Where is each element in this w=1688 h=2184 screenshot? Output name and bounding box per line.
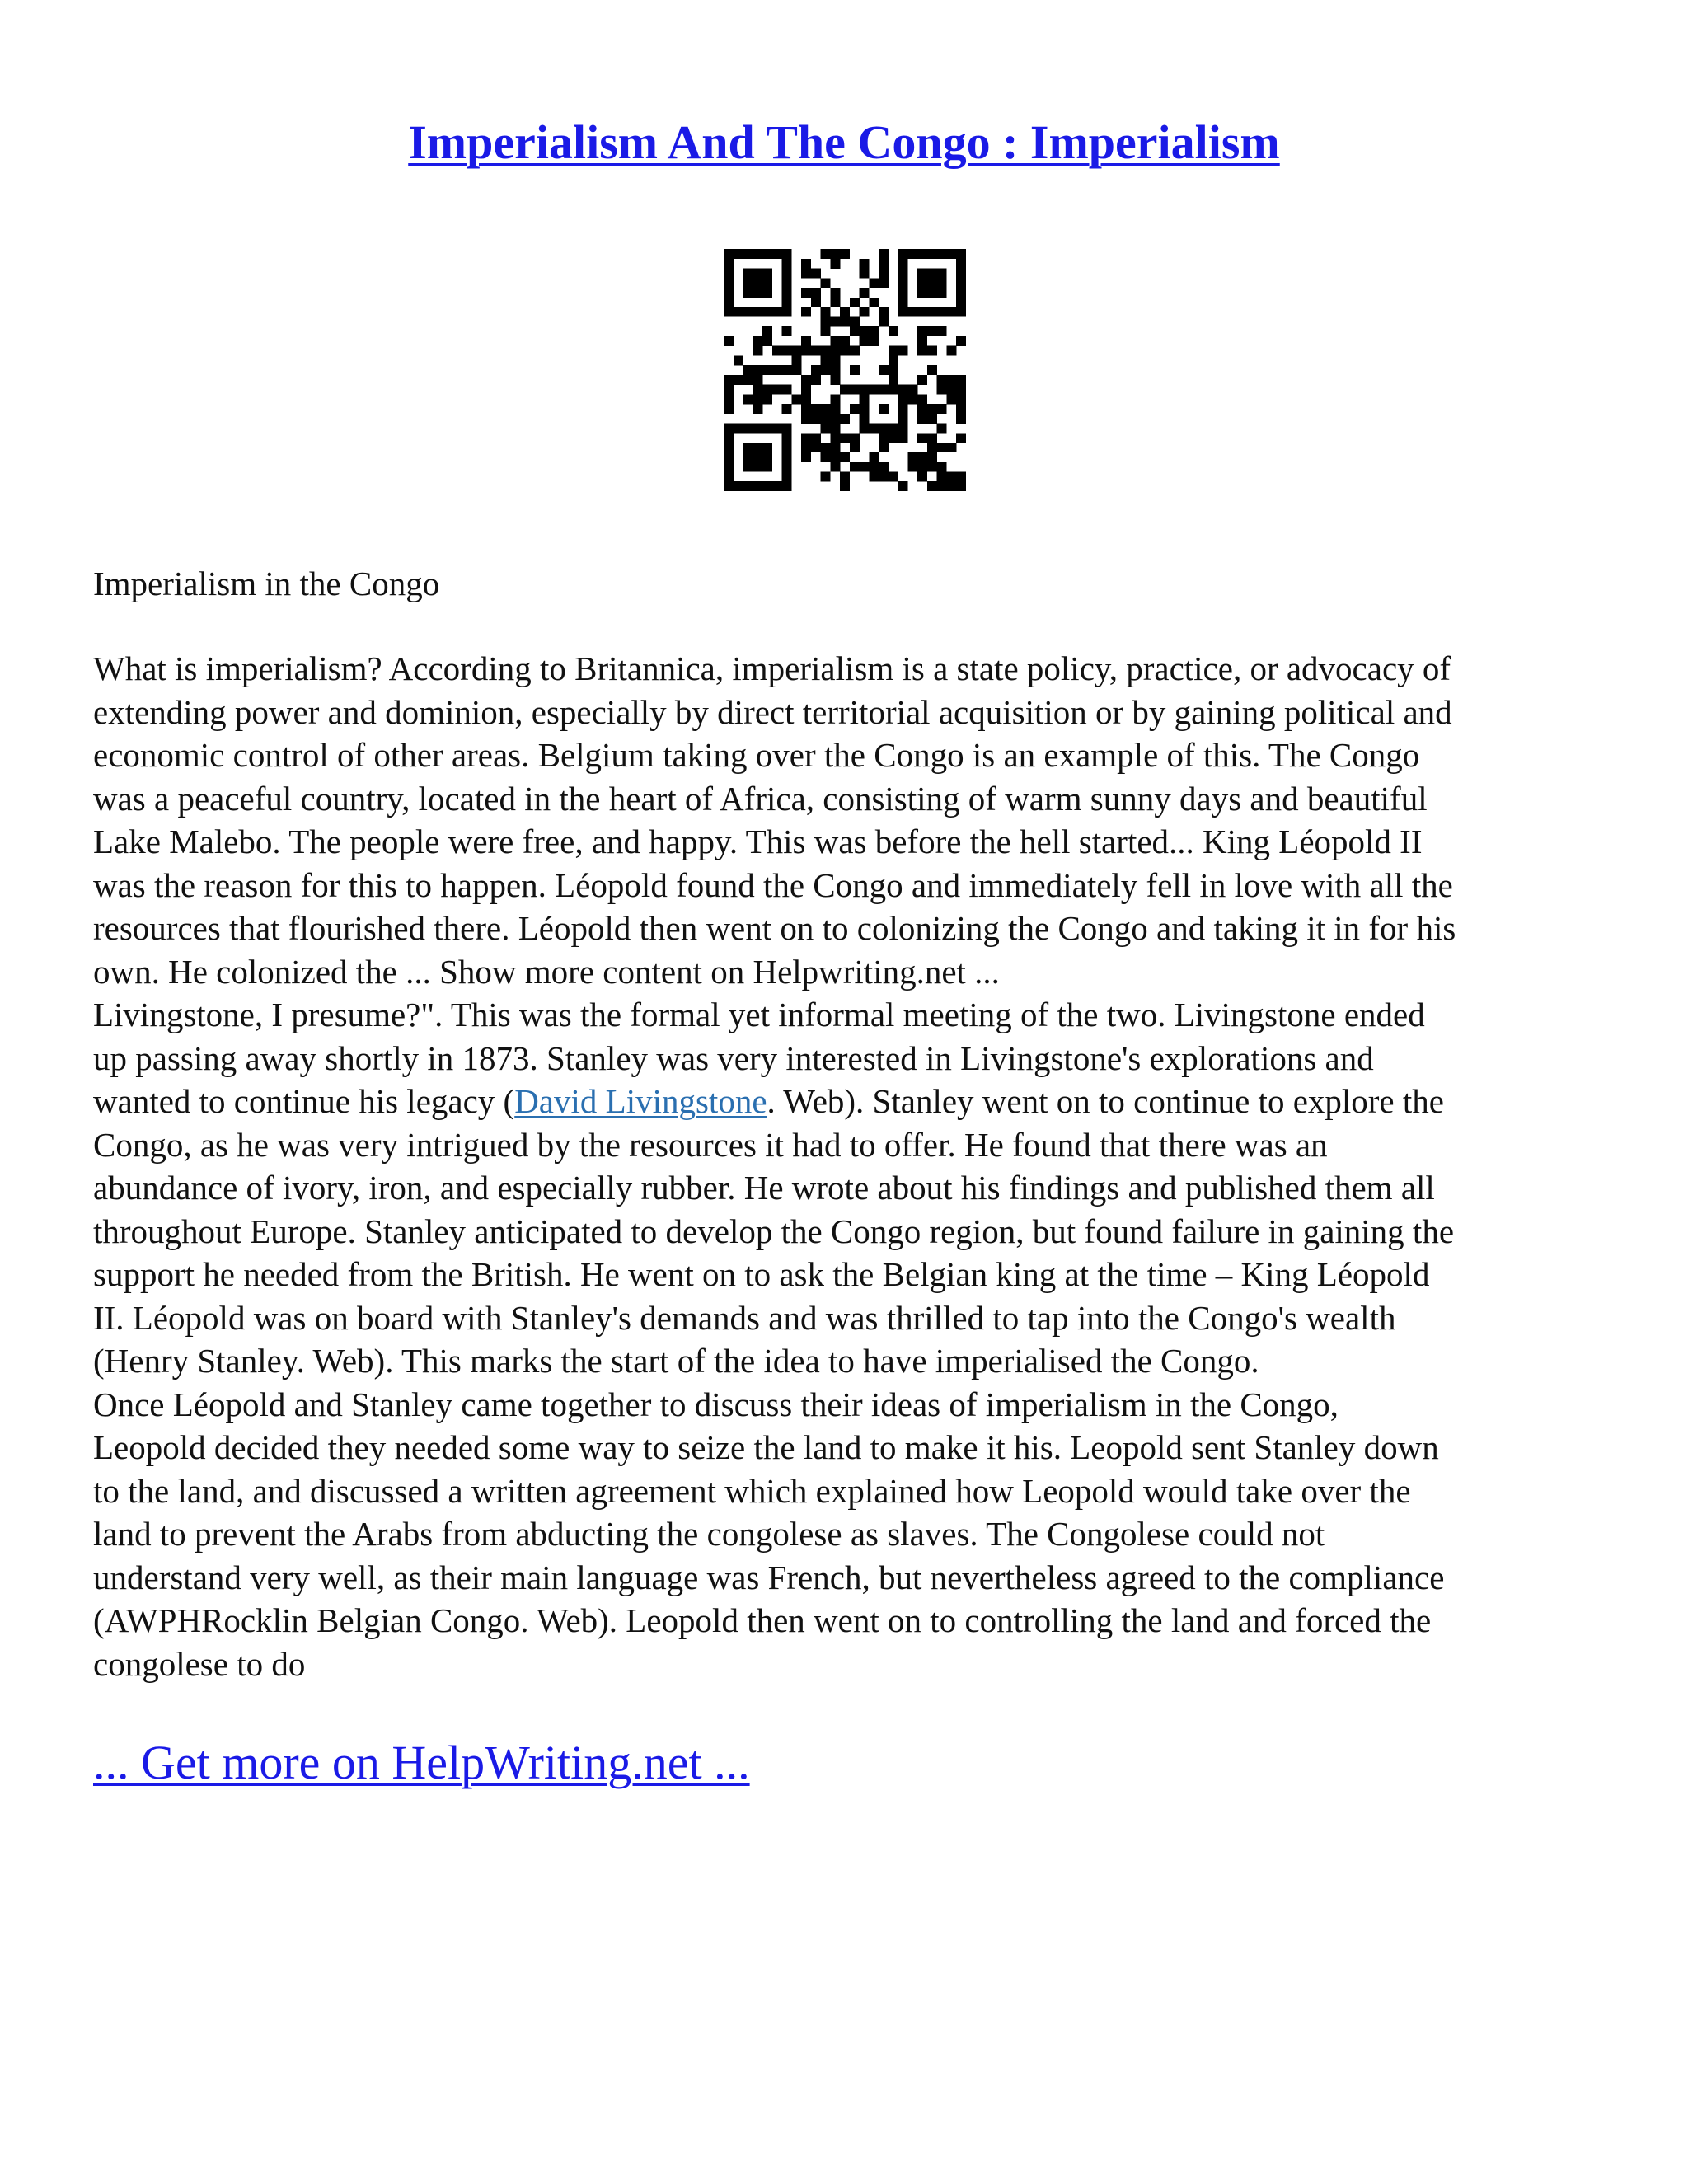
- body-text-segment: wanted to continue his legacy (: [93, 1082, 515, 1120]
- body-line: [93, 1080, 1601, 1123]
- body-text-segment: extending power and dominion, especially by direct territorial acquisition or by gaining political and: [93, 692, 1452, 731]
- body-text-segment: was a peaceful country, located in the heart of Africa, consisting of warm sunny days and beautiful: [93, 779, 1428, 818]
- body-text-segment: Once Léopold and Stanley came together to discuss their ideas of imperialism in the Congo,: [93, 1385, 1339, 1423]
- body-line: [93, 1556, 1601, 1600]
- body-line: [93, 1643, 1601, 1686]
- section-subheading: Imperialism in the Congo: [93, 565, 440, 602]
- body-line: [93, 733, 1601, 777]
- document-title-link[interactable]: Imperialism And The Congo : Imperialism: [408, 115, 1280, 169]
- body-text-segment: congolese to do: [93, 1644, 306, 1683]
- body-line: [93, 907, 1601, 950]
- body-line: [93, 864, 1601, 907]
- body-text-segment: understand very well, as their main language was French, but nevertheless agreed to the compliance: [93, 1558, 1445, 1596]
- body-text-segment: land to prevent the Arabs from abducting the congolese as slaves. The Congolese could not: [93, 1515, 1325, 1553]
- body-line: [93, 1296, 1601, 1340]
- body-line: [93, 1339, 1601, 1383]
- body-line: [93, 1210, 1601, 1254]
- body-text-segment: (Henry Stanley. Web). This marks the start of the idea to have imperialised the Congo.: [93, 1342, 1259, 1380]
- body-text-segment: Congo, as he was very intrigued by the resources it had to offer. He found that there was an: [93, 1125, 1328, 1164]
- qr-code-icon: [724, 249, 966, 491]
- body-text-segment: throughout Europe. Stanley anticipated to develop the Congo region, but found failure in gaining the: [93, 1212, 1455, 1250]
- body-line: [93, 1253, 1601, 1296]
- body-line: [93, 1166, 1601, 1210]
- body-text-segment: Lake Malebo. The people were free, and happy. This was before the hell started... King Léopold II: [93, 823, 1423, 860]
- body-text-segment: Leopold decided they needed some way to seize the land to make it his. Leopold sent Stanley down: [93, 1428, 1439, 1466]
- body-text-segment: up passing away shortly in 1873. Stanley was very interested in Livingstone's explorations and: [93, 1038, 1374, 1077]
- body-line: [93, 1037, 1601, 1080]
- body-line: [93, 1426, 1601, 1469]
- body-line: [93, 1599, 1601, 1643]
- body-text-segment: What is imperialism? According to Britannica, imperialism is a state policy, practice, or advocacy of: [93, 649, 1451, 687]
- body-line: [93, 1123, 1601, 1167]
- body-text-segment: II. Léopold was on board with Stanley's demands and was thrilled to tap into the Congo's wealth: [93, 1298, 1396, 1337]
- body-text-segment: to the land, and discussed a written agreement which explained how Leopold would take over the: [93, 1471, 1411, 1510]
- body-text-segment: was the reason for this to happen. Léopold found the Congo and immediately fell in love with all the: [93, 865, 1453, 904]
- body-text-segment: . Web). Stanley went on to continue to explore the: [767, 1082, 1444, 1120]
- title-container: [0, 114, 1688, 171]
- body-text-segment: support he needed from the British. He went on to ask the Belgian king at the time – King Léopold: [93, 1255, 1430, 1293]
- body-line: [93, 993, 1601, 1037]
- body-text-segment: own. He colonized the ... Show more content on Helpwriting.net ...: [93, 952, 1000, 991]
- inline-reference-link[interactable]: David Livingstone: [514, 1082, 767, 1120]
- body-line: [93, 1512, 1601, 1556]
- body-line: [93, 777, 1601, 821]
- body-text-segment: economic control of other areas. Belgium taking over the Congo is an example of this. The Congo: [93, 736, 1420, 774]
- body-paragraph: [93, 647, 1601, 1685]
- get-more-link[interactable]: ... Get more on HelpWriting.net ...: [93, 1736, 750, 1789]
- body-text-segment: (AWPHRocklin Belgian Congo. Web). Leopold then went on to controlling the land and forced the: [93, 1601, 1432, 1639]
- body-text-segment: resources that flourished there. Léopold then went on to colonizing the Congo and taking it in for his: [93, 909, 1456, 947]
- body-line: [93, 691, 1601, 734]
- body-text-segment: Livingstone, I presume?". This was the formal yet informal meeting of the two. Livingstone ended: [93, 996, 1425, 1033]
- body-line: [93, 950, 1601, 994]
- body-text-segment: abundance of ivory, iron, and especially rubber. He wrote about his findings and published them all: [93, 1169, 1435, 1207]
- body-line: [93, 647, 1601, 691]
- body-line: [93, 1469, 1601, 1513]
- body-line: [93, 1383, 1601, 1427]
- body-line: [93, 820, 1601, 864]
